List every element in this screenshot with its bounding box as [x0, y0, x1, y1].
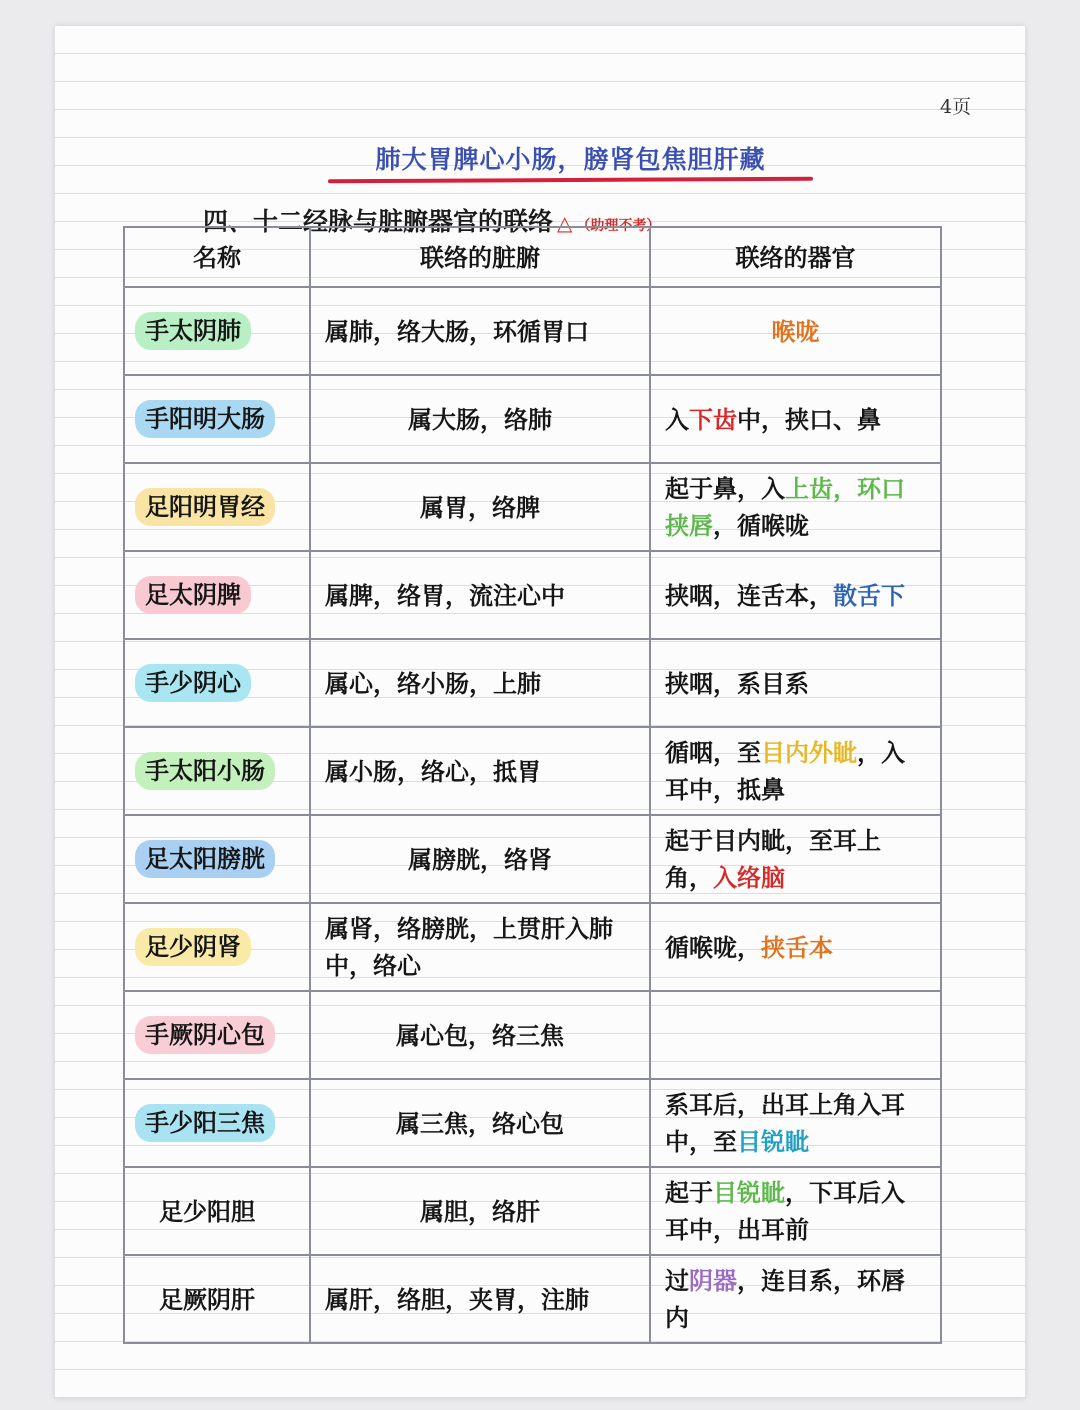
meridian-name-cell — [124, 639, 310, 727]
body-part-cell — [650, 287, 941, 375]
body-part-segment: 起于 — [665, 1178, 713, 1207]
table-row — [124, 1079, 941, 1167]
meridian-table — [123, 226, 942, 1344]
body-part-segment: 入络脑 — [713, 863, 785, 892]
table-row — [124, 1167, 941, 1255]
organ-connection-cell — [310, 1167, 650, 1255]
table-row — [124, 1255, 941, 1343]
body-part-cell — [650, 815, 941, 903]
meridian-name-cell — [124, 903, 310, 991]
body-part-cell — [650, 551, 941, 639]
body-part-segment: 循咽，至 — [665, 738, 761, 767]
meridian-name: 手阳明大肠 — [135, 400, 275, 438]
meridian-name-cell — [124, 1167, 310, 1255]
body-part-segment: ，入耳中，抵鼻 — [665, 738, 905, 804]
organ-connection-text: 属三焦，络心包 — [396, 1108, 564, 1138]
body-part-cell — [650, 1255, 941, 1343]
organ-connection-text: 属脾，络胃，流注心中 — [325, 580, 565, 610]
body-part-segment: 过 — [665, 1266, 689, 1295]
header-name: 名称 — [124, 227, 310, 287]
body-part-segment: 挟咽，连舌本， — [665, 580, 833, 610]
table-row — [124, 727, 941, 815]
meridian-name-cell — [124, 1079, 310, 1167]
table-row — [124, 287, 941, 375]
mnemonic-text: 肺大胃脾心小肠，膀肾包焦胆肝藏 — [375, 145, 766, 174]
table-header-row — [124, 227, 941, 287]
body-part-segment: ，循喉咙 — [713, 511, 809, 540]
organ-connection-cell — [310, 727, 650, 815]
meridian-name-cell — [124, 551, 310, 639]
body-part-segment: 起于鼻，入 — [665, 474, 785, 503]
organ-connection-cell — [310, 991, 650, 1079]
body-part-cell — [650, 639, 941, 727]
body-part-segment: 循喉咙， — [665, 932, 761, 962]
meridian-name: 手厥阴心包 — [135, 1016, 275, 1054]
table-row — [124, 463, 941, 551]
body-part-cell — [650, 463, 941, 551]
mnemonic-banner — [328, 140, 813, 182]
organ-connection-cell — [310, 375, 650, 463]
page-number: 4页 — [940, 96, 972, 118]
organ-connection-text: 属小肠，络心，抵胃 — [325, 756, 541, 786]
meridian-name: 足厥阴肝 — [159, 1284, 255, 1314]
meridian-name: 手太阳小肠 — [135, 752, 275, 790]
body-part-segment: 系耳后，出耳上角入耳中，至 — [665, 1090, 905, 1156]
table-row — [124, 903, 941, 991]
body-part-segment: 喉咙 — [771, 316, 820, 346]
organ-connection-cell — [310, 551, 650, 639]
section-title-text: 四、十二经脉与脏腑器官的联络 — [203, 207, 554, 236]
meridian-name: 足少阳胆 — [159, 1196, 255, 1226]
meridian-name-cell — [124, 375, 310, 463]
header-organs: 联络的脏腑 — [310, 227, 650, 287]
body-part-cell — [650, 903, 941, 991]
body-part-segment: 挟舌本 — [761, 932, 833, 962]
body-part-segment: 阴器 — [689, 1266, 737, 1295]
meridian-name-cell — [124, 815, 310, 903]
meridian-name: 足少阴肾 — [135, 928, 251, 966]
body-part-segment: 目锐眦 — [737, 1127, 809, 1156]
table-row — [124, 991, 941, 1079]
organ-connection-text: 属膀胱，络肾 — [408, 844, 552, 874]
meridian-name: 手少阳三焦 — [135, 1104, 275, 1142]
table-row — [124, 375, 941, 463]
body-part-segment: ，下耳后入耳中，出耳前 — [665, 1178, 905, 1244]
body-part-segment: 挟咽，系目系 — [665, 668, 809, 698]
organ-connection-cell — [310, 463, 650, 551]
body-part-segment: 下齿 — [689, 404, 737, 434]
table-row — [124, 551, 941, 639]
meridian-name-cell — [124, 727, 310, 815]
body-part-cell — [650, 375, 941, 463]
meridian-name-cell — [124, 1255, 310, 1343]
body-part-cell — [650, 727, 941, 815]
organ-connection-cell — [310, 639, 650, 727]
body-part-segment: 起于目内眦，至耳上角， — [665, 826, 881, 892]
meridian-name: 手少阴心 — [135, 664, 251, 702]
body-part-segment: 上齿，环口挟唇 — [665, 474, 905, 540]
body-part-segment: ，连目系，环唇内 — [665, 1266, 905, 1332]
meridian-name-cell — [124, 991, 310, 1079]
organ-connection-text: 属胆，络肝 — [420, 1196, 540, 1226]
table-body — [124, 287, 941, 1343]
exam-note: （助理不考） — [576, 218, 661, 234]
organ-connection-text: 属肺，络大肠，环循胃口 — [325, 316, 589, 346]
meridian-name-cell — [124, 463, 310, 551]
meridian-name: 足太阴脾 — [135, 576, 251, 614]
table-row — [124, 815, 941, 903]
organ-connection-text: 属肾，络膀胱，上贯肝入肺中，络心 — [325, 914, 613, 980]
organ-connection-text: 属胃，络脾 — [420, 492, 540, 522]
body-part-cell — [650, 991, 941, 1079]
triangle-mark-icon: △ — [557, 211, 573, 235]
organ-connection-cell — [310, 287, 650, 375]
meridian-name-cell — [124, 287, 310, 375]
body-part-segment: 目内外眦 — [761, 738, 857, 767]
organ-connection-cell — [310, 815, 650, 903]
organ-connection-cell — [310, 1079, 650, 1167]
body-part-cell — [650, 1079, 941, 1167]
body-part-cell — [650, 1167, 941, 1255]
body-part-segment: 入 — [665, 404, 689, 434]
organ-connection-cell — [310, 903, 650, 991]
organ-connection-cell — [310, 1255, 650, 1343]
body-part-segment: 目锐眦 — [713, 1178, 785, 1207]
organ-connection-text: 属肝，络胆，夹胃，注肺 — [325, 1284, 589, 1314]
banner-underline — [328, 177, 813, 184]
organ-connection-text: 属心包，络三焦 — [396, 1020, 564, 1050]
meridian-name: 手太阴肺 — [135, 312, 251, 350]
body-part-segment: 散舌下 — [833, 580, 905, 610]
organ-connection-text: 属大肠，络肺 — [408, 404, 552, 434]
header-parts: 联络的器官 — [650, 227, 941, 287]
table-row — [124, 639, 941, 727]
meridian-name: 足太阳膀胱 — [135, 840, 275, 878]
body-part-segment: 中，挟口、鼻 — [737, 404, 881, 434]
organ-connection-text: 属心，络小肠，上肺 — [325, 668, 541, 698]
meridian-name: 足阳明胃经 — [135, 488, 275, 526]
